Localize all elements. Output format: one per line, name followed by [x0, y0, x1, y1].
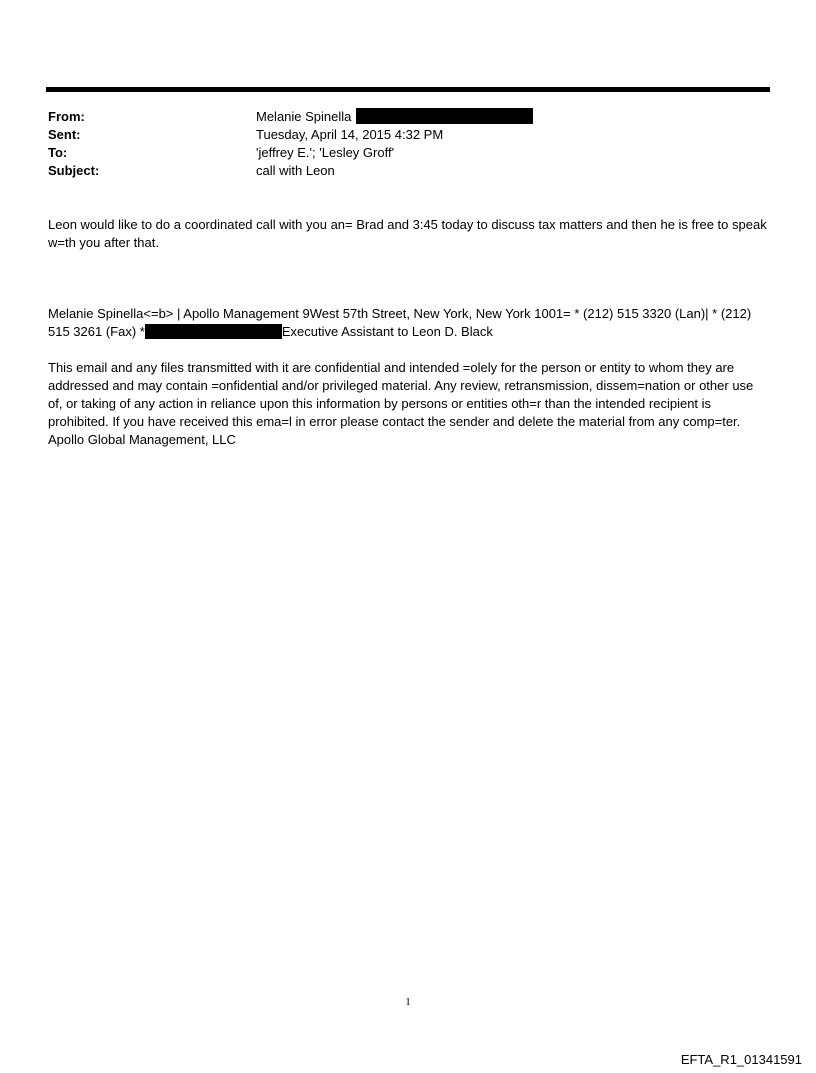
signature-block — [48, 305, 770, 341]
subject-label: Subject: — [48, 163, 100, 178]
sent-value: Tuesday, April 14, 2015 4:32 PM — [256, 127, 444, 142]
from-value: Melanie Spinella — [256, 109, 352, 124]
page-number: 1 — [405, 996, 411, 1008]
confidentiality-disclaimer: This email and any files transmitted with it are confidential and intended =olely for the person or entity to whom they are addressed and may contain =onfidential and/or privileged material. Any review, retransmission, dissem=nation or other use of, or taking of any action in reliance upon this information by persons or entities oth=r than the intended recipient is prohibited. If you have received this ema=l in error please contact the sender and delete the material from any comp=ter. Apollo Global Management, LLC — [48, 360, 754, 447]
from-label: From: — [48, 109, 85, 124]
signature-title: Executive Assistant to Leon D. Black — [281, 324, 493, 339]
to-row — [48, 144, 533, 162]
from-row — [48, 108, 533, 126]
bates-number: EFTA_R1_01341591 — [680, 1052, 802, 1067]
sent-row — [48, 126, 533, 144]
email-header — [48, 108, 533, 180]
header-rule — [46, 87, 770, 92]
sent-label: Sent: — [48, 127, 81, 142]
to-value: 'jeffrey E.'; 'Lesley Groff' — [256, 145, 395, 160]
subject-value: call with Leon — [256, 163, 335, 178]
message-paragraph: Leon would like to do a coordinated call with you an= Brad and 3:45 today to discuss tax matters and then he is free to speak w=th you after that. — [48, 217, 767, 250]
to-label: To: — [48, 145, 68, 160]
subject-row — [48, 162, 533, 180]
redaction-bar — [145, 324, 282, 339]
redaction-bar — [356, 108, 533, 124]
signature-contact: Melanie Spinella<=b> | Apollo Management 9West 57th Street, New York, New York 1001= * (212) 515 3320 (Lan)| * (212) 515 3261 (Fax) * — [48, 306, 752, 339]
